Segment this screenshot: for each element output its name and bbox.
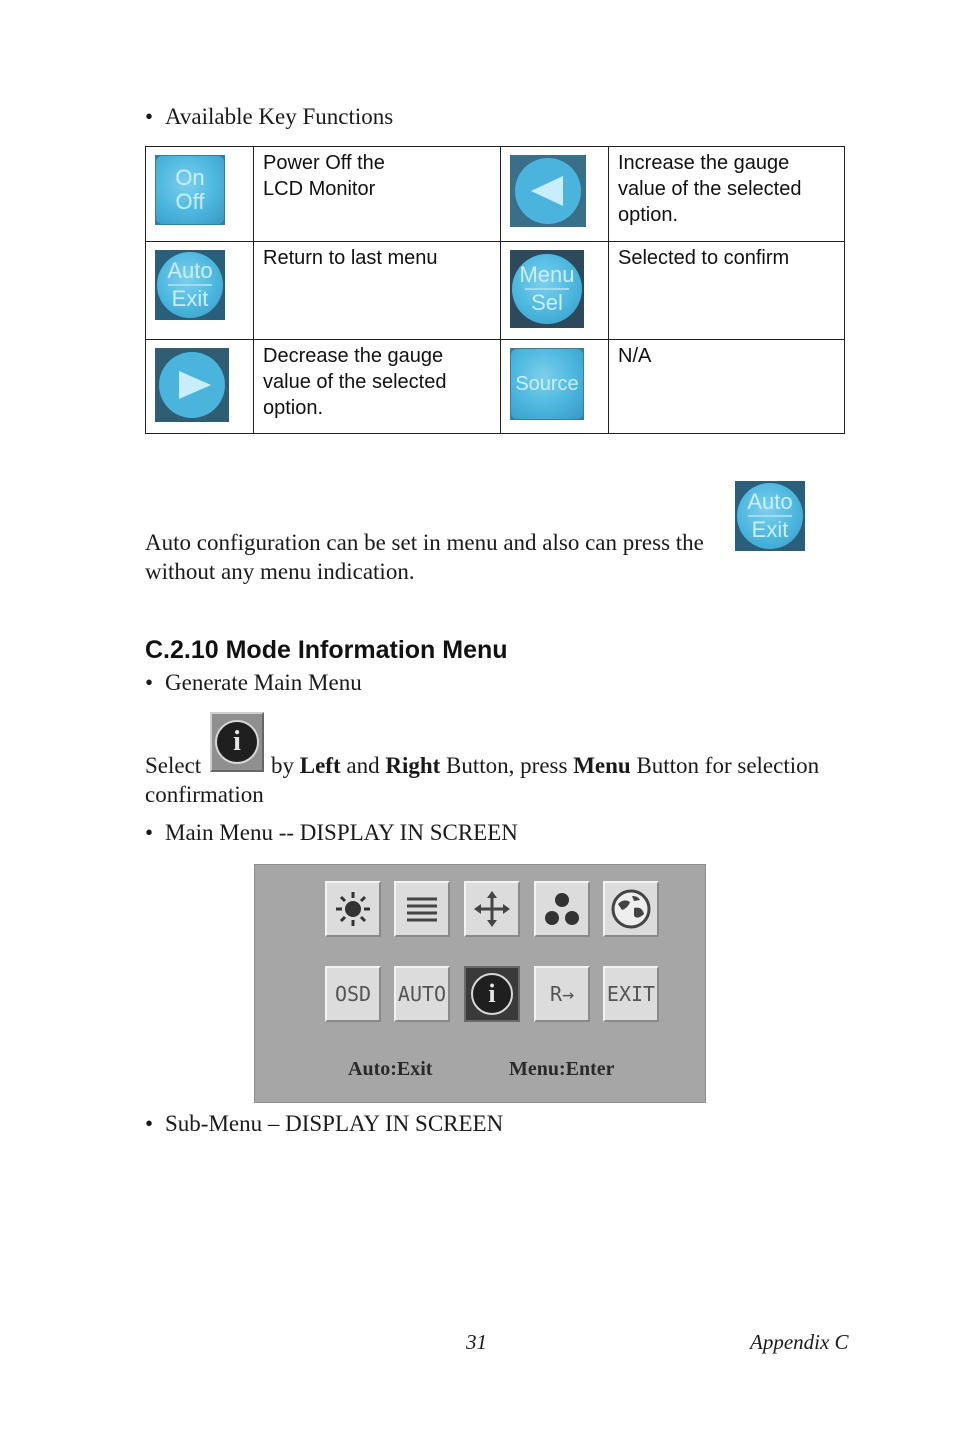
na-text: N/A bbox=[609, 340, 845, 434]
info-glyph-icon: i bbox=[215, 720, 259, 764]
globe-icon bbox=[603, 881, 659, 937]
osd-footer-menu-enter: Menu:Enter bbox=[509, 1058, 615, 1080]
info-icon bbox=[210, 712, 264, 772]
return-menu-text: Return to last menu bbox=[254, 242, 501, 340]
recall-icon: R→ bbox=[534, 966, 590, 1022]
bullet-main-menu: • Main Menu -- DISPLAY IN SCREEN bbox=[145, 818, 518, 847]
osd-settings-icon: OSD bbox=[325, 966, 381, 1022]
decrease-gauge-text: Decrease the gauge value of the selected option. bbox=[254, 340, 501, 434]
right-arrow-button-icon bbox=[155, 348, 229, 422]
source-label: Source bbox=[515, 373, 579, 395]
color-icon bbox=[534, 881, 590, 937]
auto-adjust-icon: AUTO bbox=[394, 966, 450, 1022]
bullet-available-keys: • Available Key Functions bbox=[145, 102, 393, 131]
auto-label: Auto bbox=[747, 489, 793, 514]
exit-label: Exit bbox=[751, 517, 789, 542]
exit-icon: EXIT bbox=[603, 966, 659, 1022]
select-word: Select bbox=[145, 753, 202, 778]
bullet-generate-menu: • Generate Main Menu bbox=[145, 668, 362, 697]
information-icon: i bbox=[464, 966, 520, 1022]
table-row bbox=[146, 147, 845, 242]
on-off-button-icon bbox=[155, 155, 225, 225]
brightness-icon bbox=[325, 881, 381, 937]
selected-confirm-text: Selected to confirm bbox=[609, 242, 845, 340]
increase-gauge-text: Increase the gauge value of the selected option. bbox=[609, 147, 845, 242]
source-button-icon bbox=[510, 348, 584, 420]
auto-exit-button-icon bbox=[155, 250, 225, 320]
auto-exit-inline-icon bbox=[735, 481, 805, 551]
select-instruction: by Left and Right Button, press Menu Button for selection bbox=[271, 753, 820, 778]
table-row bbox=[146, 340, 845, 434]
key-functions-table bbox=[145, 146, 845, 434]
osd-footer-auto-exit: Auto:Exit bbox=[348, 1058, 433, 1080]
section-title: C.2.10 Mode Information Menu bbox=[145, 636, 508, 664]
position-icon bbox=[464, 881, 520, 937]
page-number: 31 bbox=[466, 1330, 487, 1354]
osd-main-menu bbox=[254, 864, 706, 1103]
confirmation-word: confirmation bbox=[145, 782, 264, 807]
menu-sel-button-icon bbox=[510, 250, 584, 328]
off-label: Off bbox=[175, 189, 205, 214]
on-label: On bbox=[175, 165, 205, 190]
power-off-text: Power Off the LCD Monitor bbox=[254, 147, 501, 242]
lines-icon bbox=[394, 881, 450, 937]
table-row bbox=[146, 242, 845, 340]
auto-label: Auto bbox=[167, 258, 213, 283]
menu-label: Menu bbox=[519, 262, 575, 287]
sel-label: Sel bbox=[531, 290, 563, 315]
auto-config-line2: without any menu indication. bbox=[145, 559, 415, 584]
exit-label: Exit bbox=[171, 286, 209, 311]
auto-config-line1: Auto configuration can be set in menu and also can press the bbox=[145, 530, 704, 555]
appendix-label: Appendix C bbox=[750, 1330, 849, 1354]
bullet-sub-menu: • Sub-Menu – DISPLAY IN SCREEN bbox=[145, 1109, 503, 1138]
left-arrow-button-icon bbox=[510, 155, 586, 227]
